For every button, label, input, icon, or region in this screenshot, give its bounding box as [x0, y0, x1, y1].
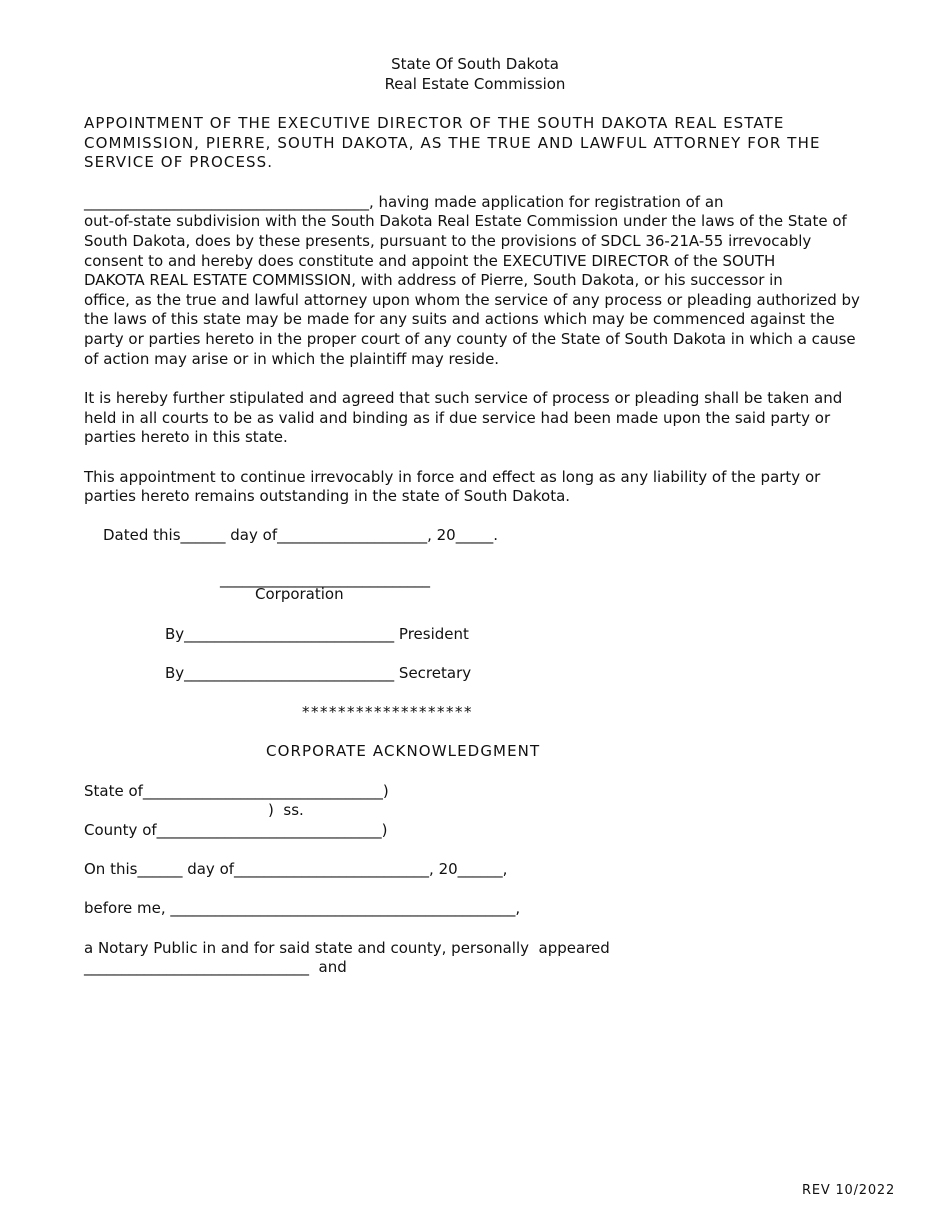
county-of-line: County of______________________________) — [84, 821, 388, 839]
paragraph-line: out-of-state subdivision with the South Dakota Real Estate Commission under the laws of the State of — [84, 212, 847, 230]
paragraph-line: ______________________________________, having made application for registration of an — [84, 193, 724, 211]
heading-line: SERVICE OF PROCESS. — [84, 153, 274, 171]
corporation-blank: ____________________________ — [220, 570, 430, 588]
heading-line: COMMISSION, PIERRE, SOUTH DAKOTA, AS THE TRUE AND LAWFUL ATTORNEY FOR THE — [84, 134, 821, 152]
paragraph-line: party or parties hereto in the proper court of any county of the State of South Dakota in which a cause — [84, 330, 856, 348]
appeared-line: ______________________________ and — [84, 958, 347, 976]
ss-line: ) ss. — [268, 801, 304, 819]
paragraph-line: South Dakota, does by these presents, pursuant to the provisions of SDCL 36-21A-55 irrevocably — [84, 232, 812, 250]
on-this-line: On this______ day of__________________________, 20______, — [84, 860, 508, 878]
acknowledgment-title: CORPORATE ACKNOWLEDGMENT — [266, 742, 541, 760]
paragraph-line: the laws of this state may be made for any suits and actions which may be commenced against the — [84, 310, 835, 328]
before-me-line: before me, ______________________________________________, — [84, 899, 521, 917]
paragraph-line: held in all courts to be as valid and binding as if due service had been made upon the said party or — [84, 409, 831, 427]
state-of-line: State of________________________________) — [84, 782, 389, 800]
heading-line: APPOINTMENT OF THE EXECUTIVE DIRECTOR OF THE SOUTH DAKOTA REAL ESTATE — [84, 114, 785, 132]
paragraph-line: consent to and hereby does constitute and appoint the EXECUTIVE DIRECTOR of the SOUTH — [84, 252, 776, 270]
paragraph-line: of action may arise or in which the plaintiff may reside. — [84, 350, 500, 368]
revision-label: REV 10/2022 — [802, 1183, 896, 1198]
paragraph-line: This appointment to continue irrevocably in force and effect as long as any liability of the party or — [84, 468, 821, 486]
commission-title: Real Estate Commission — [384, 75, 566, 93]
paragraph-line: parties hereto remains outstanding in the state of South Dakota. — [84, 487, 571, 505]
paragraph-line: It is hereby further stipulated and agreed that such service of process or pleading shall be taken and — [84, 389, 843, 407]
state-title: State Of South Dakota — [391, 55, 559, 73]
corporation-label: Corporation — [255, 585, 344, 603]
paragraph-line: DAKOTA REAL ESTATE COMMISSION, with address of Pierre, South Dakota, or his successor in — [84, 271, 783, 289]
paragraph-line: office, as the true and lawful attorney upon whom the service of any process or pleading authorized by — [84, 291, 860, 309]
section-separator: ******************* — [302, 703, 473, 721]
paragraph-line: parties hereto in this state. — [84, 428, 288, 446]
dated-line: Dated this______ day of____________________, 20_____. — [103, 526, 498, 544]
president-signature-line: By____________________________ President — [165, 625, 469, 643]
notary-line: a Notary Public in and for said state and county, personally appeared — [84, 939, 610, 957]
secretary-signature-line: By____________________________ Secretary — [165, 664, 472, 682]
